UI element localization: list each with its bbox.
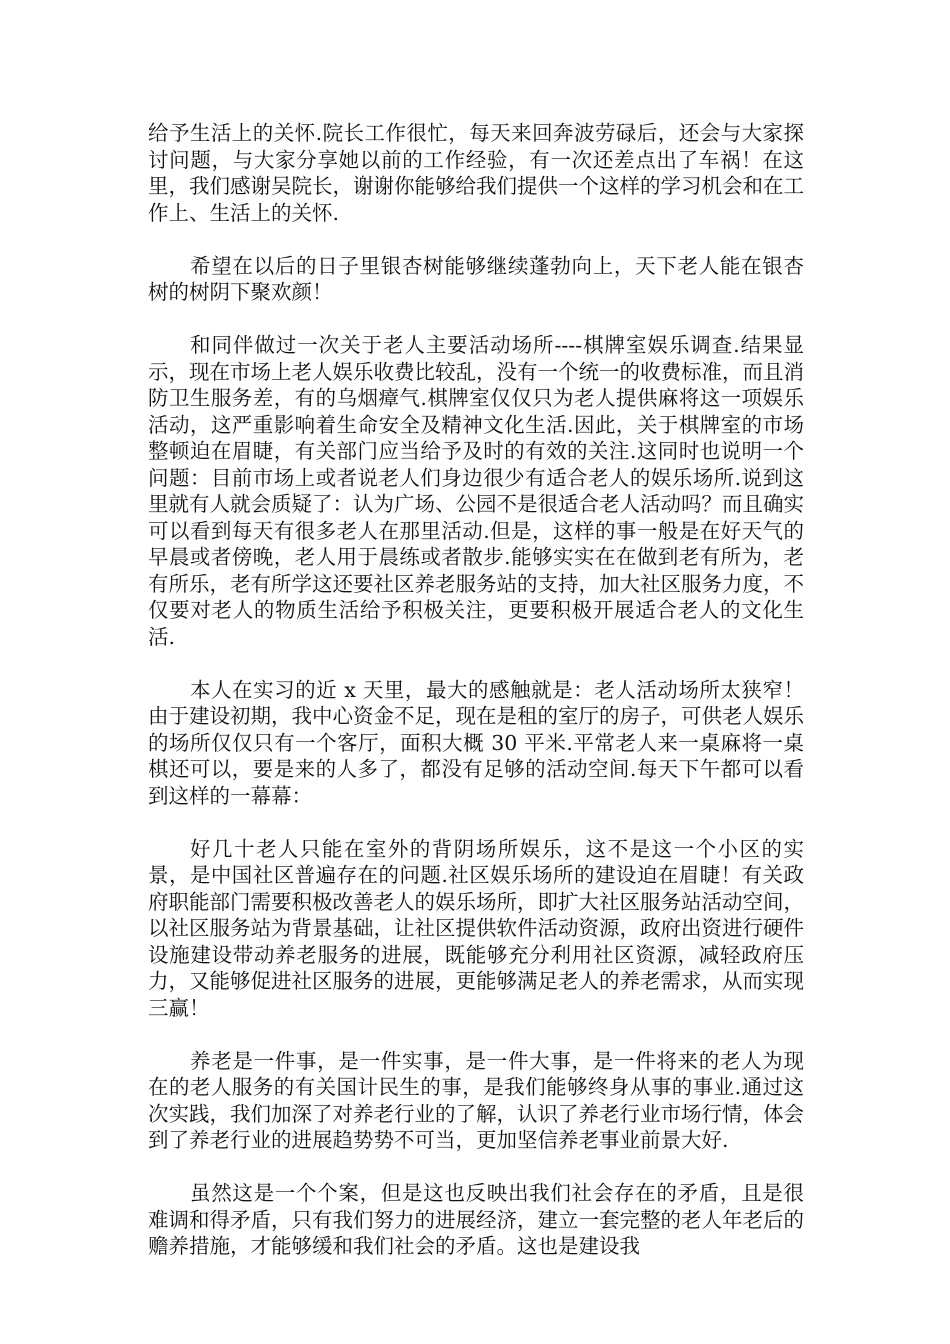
paragraph-6: 养老是一件事，是一件实事，是一件大事，是一件将来的老人为现在的老人服务的有关国计民生的事，是我们能够终身从事的事业.通过这次实践，我们加深了对养老行业的了解，认识了养老行业市场行情，体会到了养老行业的进展趋势势不可当，更加坚信养老事业前景大好. xyxy=(148,1048,804,1152)
paragraph-3: 和同伴做过一次关于老人主要活动场所----棋牌室娱乐调查.结果显示，现在市场上老人娱乐收费比较乱，没有一个统一的收费标准，而且消防卫生服务差，有的乌烟瘴气.棋牌室仅仅只为老人提供麻将这一项娱乐活动，这严重影响着生命安全及精神文化生活.因此，关于棋牌室的市场整顿迫在眉睫，有关部门应当给予及时的有效的关注.这同时也说明一个问题：目前市场上或者说老人们身边很少有适合老人的娱乐场所.说到这里就有人就会质疑了：认为广场、公园不是很适合老人活动吗？而且确实可以看到每天有很多老人在那里活动.但是，这样的事一般是在好天气的早晨或者傍晚，老人用于晨练或者散步.能够实实在在做到老有所为，老有所乐，老有所学这还要社区养老服务站的支持，加大社区服务力度，不仅要对老人的物质生活给予积极关注，更要积极开展适合老人的文化生活. xyxy=(148,333,804,649)
paragraph-4: 本人在实习的近 x 天里，最大的感触就是：老人活动场所太狭窄！由于建设初期，我中心资金不足，现在是租的室厅的房子，可供老人娱乐的场所仅仅只有一个客厅，面积大概 30 平米.平常老人来一桌麻将一桌棋还可以，要是来的人多了，都没有足够的活动空间.每天下午都可以看到这样的一幕幕： xyxy=(148,677,804,808)
paragraph-5: 好几十老人只能在室外的背阴场所娱乐，这不是这一个小区的实景，是中国社区普遍存在的问题.社区娱乐场所的建设迫在眉睫！有关政府职能部门需要积极改善老人的娱乐场所，即扩大社区服务站活动空间，以社区服务站为背景基础，让社区提供软件活动资源，政府出资进行硬件设施建设带动养老服务的进展，既能够充分利用社区资源，减轻政府压力，又能够促进社区服务的进展，更能够满足老人的养老需求，从而实现三赢！ xyxy=(148,836,804,1020)
paragraph-2: 希望在以后的日子里银杏树能够继续蓬勃向上，天下老人能在银杏树的树阴下聚欢颜！ xyxy=(148,253,804,304)
paragraph-1: 给予生活上的关怀.院长工作很忙，每天来回奔波劳碌后，还会与大家探讨问题，与大家分享她以前的工作经验，有一次还差点出了车祸！在这里，我们感谢吴院长，谢谢你能够给我们提供一个这样的学习机会和在工作上、生活上的关怀. xyxy=(148,121,804,225)
paragraph-7: 虽然这是一个个案，但是这也反映出我们社会存在的矛盾，且是很难调和得矛盾，只有我们努力的进展经济，建立一套完整的老人年老后的赡养措施，才能够缓和我们社会的矛盾。这也是建设我 xyxy=(148,1181,804,1258)
document-body xyxy=(148,120,804,1260)
